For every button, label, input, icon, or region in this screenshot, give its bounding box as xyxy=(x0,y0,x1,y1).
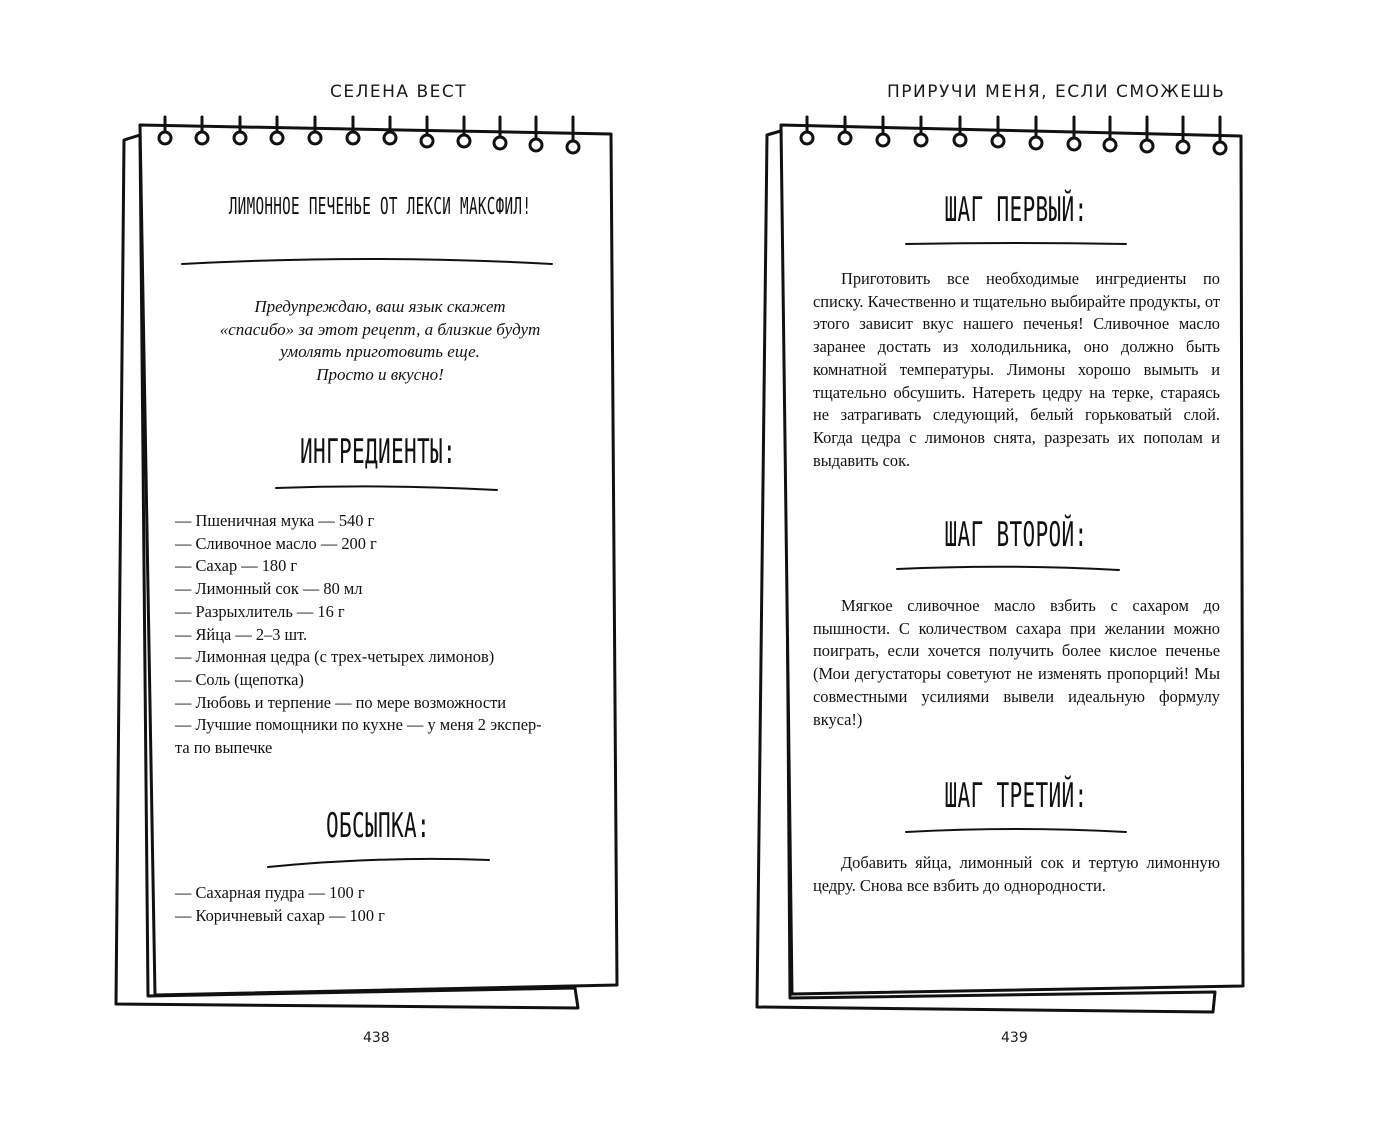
running-header-right: ПРИРУЧИ МЕНЯ, ЕСЛИ СМОЖЕШЬ xyxy=(887,82,1226,102)
ingredients-heading: ИНГРЕДИЕНТЫ: xyxy=(299,432,457,472)
list-item: — Сливочное масло — 200 г xyxy=(175,533,377,553)
list-item: — Любовь и терпение — по мере возможности xyxy=(175,692,507,712)
intro-line: Просто и вкусно! xyxy=(316,364,444,384)
list-item: — Лучшие помощники по кухне — у меня 2 экспер- xyxy=(175,715,542,735)
step2-heading: ШАГ ВТОРОЙ: xyxy=(944,515,1088,555)
list-item: — Яйца — 2–3 шт. xyxy=(175,624,308,644)
ingredients-list xyxy=(175,510,595,760)
topping-heading: ОБСЫПКА: xyxy=(325,806,431,846)
intro-line: умолять приготовить еще. xyxy=(280,342,480,361)
step1-heading: ШАГ ПЕРВЫЙ: xyxy=(944,190,1088,230)
intro-text xyxy=(160,296,600,386)
list-item: — Соль (щепотка) xyxy=(175,669,304,689)
step3-heading: ШАГ ТРЕТИЙ: xyxy=(944,776,1088,816)
list-item: — Коричневый сахар — 100 г xyxy=(175,905,385,925)
list-item: — Лимонный сок — 80 мл xyxy=(175,579,363,599)
intro-line: «спасибо» за этот рецепт, а близкие будут xyxy=(219,319,541,339)
list-item: та по выпечке xyxy=(175,738,273,758)
step3-text: Добавить яйца, лимонный сок и тертую лимонную цедру. Снова все взбить до однородности. xyxy=(813,853,1220,895)
list-item: — Пшеничная мука — 540 г xyxy=(175,511,375,530)
step1-underline xyxy=(906,243,1126,244)
list-item: — Лимонная цедра (с трех-четырех лимонов) xyxy=(175,647,495,667)
topping-list xyxy=(175,882,595,927)
list-item: — Сахарная пудра — 100 г xyxy=(175,883,365,902)
list-item: — Разрыхлитель — 16 г xyxy=(175,601,345,621)
list-item: — Сахар — 180 г xyxy=(175,556,298,576)
recipe-title: ЛИМОННОЕ ПЕЧЕНЬЕ ОТ ЛЕКСИ МАКСФИЛ! xyxy=(228,194,532,220)
running-header-left: СЕЛЕНА ВЕСТ xyxy=(330,82,468,102)
intro-line: Предупреждаю, ваш язык скажет xyxy=(254,297,506,316)
page-number-left: 438 xyxy=(363,1030,390,1046)
step2-text: Мягкое сливочное масло взбить с сахаром до пышности. С количеством сахара при желании можно поиграть, если хочется получить более кислое печенье (Мои дегустаторы советуют не изменять пропорций! Мы совместными усилиями вывели идеальную формулу вкуса!) xyxy=(813,596,1220,729)
page-number-right: 439 xyxy=(1001,1030,1028,1046)
step1-text: Приготовить все необходимые ингредиенты по списку. Качественно и тщательно выбирайте продукты, от этого зависит вкус нашего печенья! Сливочное масло заранее достать из холодильника, оно должно быть комнатной температуры. Лимоны хорошо вымыть и тщательно обсушить. Натереть цедру на терке, стараясь не затрагивать следующий, белый горьковатый слой. Когда цедра с лимонов снята, разрезать их пополам и выдавить сок. xyxy=(813,269,1220,470)
